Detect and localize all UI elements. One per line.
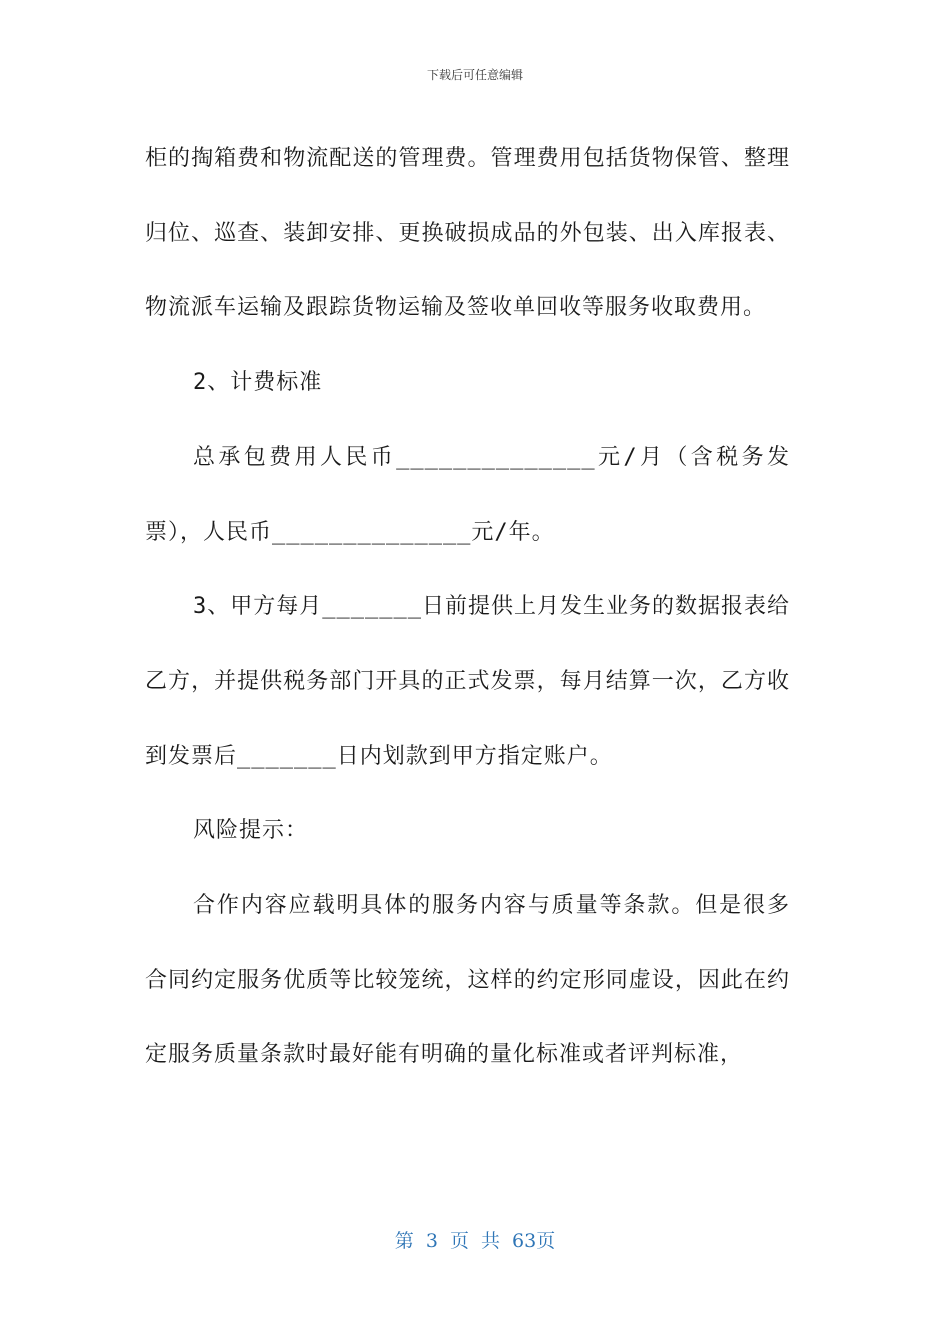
paragraph-risk-notice-heading: 风险提示： xyxy=(193,818,309,844)
paragraph-risk-notice-body: 合作内容应载明具体的服务内容与质量等条款。但是很多合同约定服务优质等比较笼统，这样的约定形同虚设，因此在约定服务质量条款时最好能有明确的量化标准或者评判标准， xyxy=(145,893,790,1068)
paragraph-monthly-settlement: 3、甲方每月_______日前提供上月发生业务的数据报表给乙方，并提供税务部门开具的正式发票，每月结算一次，乙方收到发票后_______日内划款到甲方指定账户。 xyxy=(145,594,790,769)
paragraph-management-fee: 柜的掏箱费和物流配送的管理费。管理费用包括货物保管、整理归位、巡查、装卸安排、更换破损成品的外包装、出入库报表、物流派车运输及跟踪货物运输及签收单回收等服务收取费用。 xyxy=(145,146,790,321)
paragraph-total-contract-fee: 总承包费用人民币______________元/月（含税务发票），人民币______________元/年。 xyxy=(145,444,790,545)
page-header: 下载后可任意编辑 xyxy=(426,68,523,82)
paragraph-billing-standard-heading: 2、计费标准 xyxy=(193,370,323,396)
document-body xyxy=(145,122,790,1093)
page-footer: 第 3 页 共 63页 xyxy=(394,1230,556,1252)
